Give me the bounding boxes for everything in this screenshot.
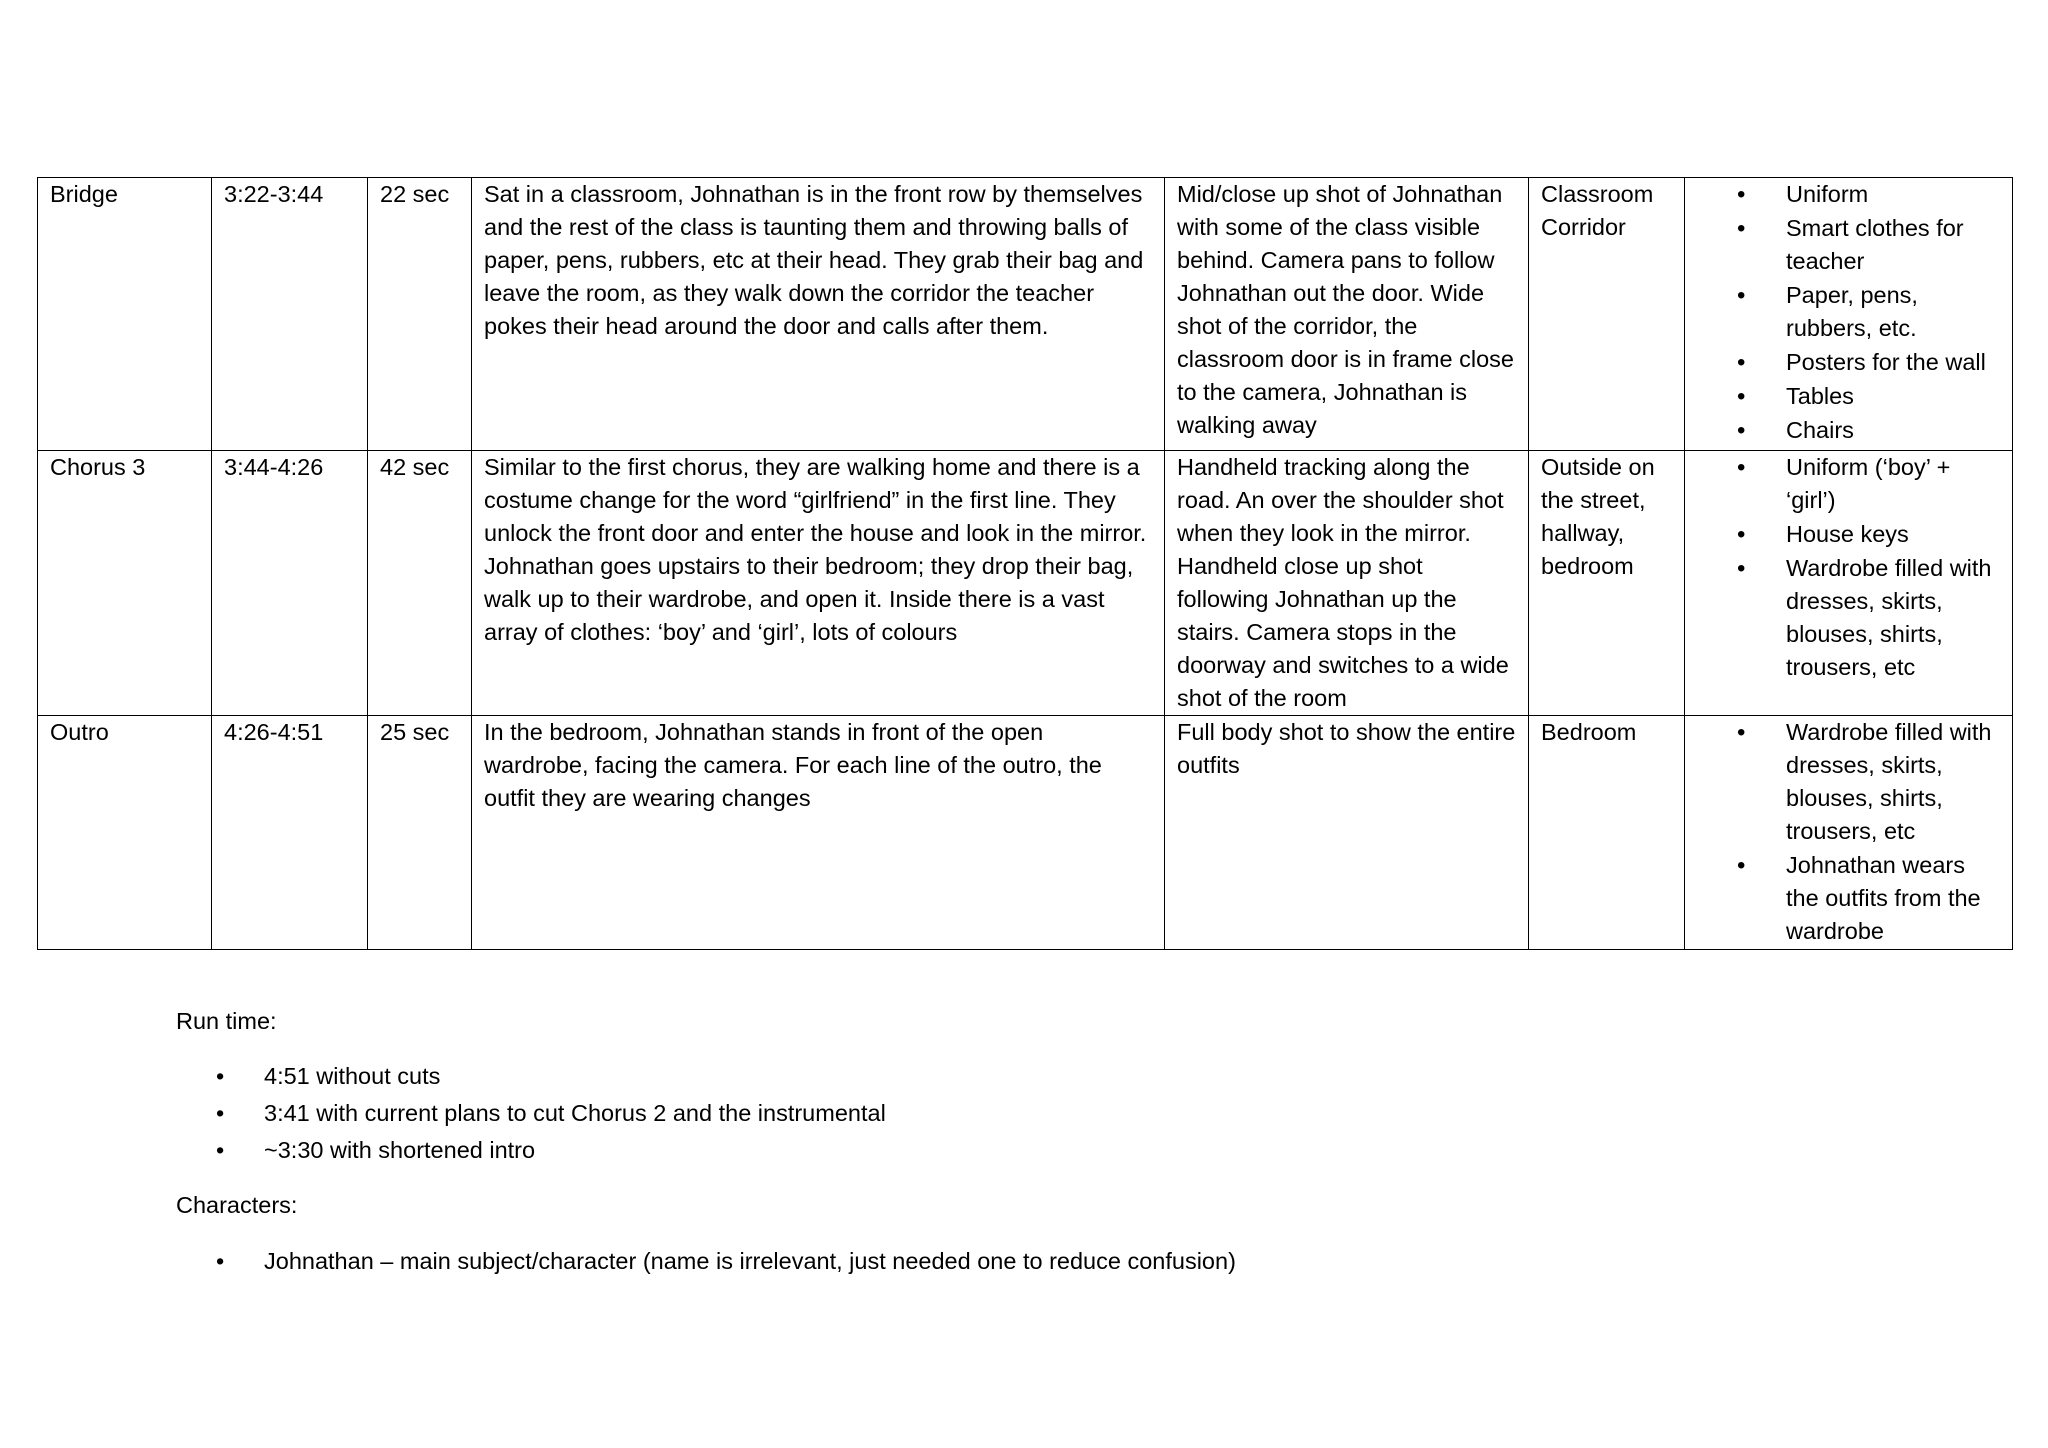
section-cell <box>38 178 212 451</box>
prop-item: • Tables <box>1786 380 2000 413</box>
description-cell <box>472 451 1165 716</box>
props-list <box>1697 451 2000 684</box>
location-cell <box>1529 451 1685 716</box>
prop-item: • Smart clothes for teacher <box>1786 212 2000 278</box>
scene-description: In the bedroom, Johnathan stands in front of the open wardrobe, facing the camera. For each line of the outro, the outfit they are wearing changes <box>484 719 1102 811</box>
prop-item: • Uniform (‘boy’ + ‘girl’) <box>1786 451 2000 517</box>
props-list <box>1697 178 2000 447</box>
runtime-heading: Run time: <box>176 1008 277 1034</box>
timestamps-cell <box>212 451 368 716</box>
duration: 42 sec <box>380 454 450 480</box>
scene-description: Similar to the first chorus, they are walking home and there is a costume change for the word “girlfriend” in the first line. They unlock the front door and enter the house and look in the mirror. Johnathan goes upstairs to their bedroom; they drop their bag, walk up to their wardrobe, and open it. Inside there is a vast array of clothes: ‘boy’ and ‘girl’, lots of colours <box>484 454 1147 645</box>
section-name: Chorus 3 <box>50 454 146 480</box>
characters-section <box>176 1243 1776 1280</box>
timestamps-cell <box>212 716 368 950</box>
character-item: • Johnathan – main subject/character (name is irrelevant, just needed one to reduce confusion) <box>264 1243 1776 1279</box>
description-cell <box>472 716 1165 950</box>
runtime-item: • ~3:30 with shortened intro <box>264 1132 1776 1168</box>
runtime-item: • 4:51 without cuts <box>264 1058 1776 1094</box>
prop-item: • Wardrobe filled with dresses, skirts, blouses, shirts, trousers, etc <box>1786 552 2000 684</box>
section-cell <box>38 451 212 716</box>
timestamps: 3:44-4:26 <box>224 454 324 480</box>
table-row <box>38 716 2013 950</box>
table-row <box>38 178 2013 451</box>
location: Outside on the street, hallway, bedroom <box>1541 454 1662 579</box>
section-name: Bridge <box>50 181 118 207</box>
shot-list-table <box>37 177 2013 950</box>
duration-cell <box>368 178 472 451</box>
characters-list <box>176 1243 1776 1279</box>
section-name: Outro <box>50 719 109 745</box>
prop-item: • Wardrobe filled with dresses, skirts, blouses, shirts, trousers, etc <box>1786 716 2000 848</box>
prop-item: • Uniform <box>1786 178 2000 211</box>
camera-notes: Handheld tracking along the road. An over the shoulder shot when they look in the mirror. Handheld close up shot following Johnathan up the stairs. Camera stops in the doorway and switches to a wide shot of the room <box>1177 454 1509 711</box>
runtime-item: • 3:41 with current plans to cut Chorus 2 and the instrumental <box>264 1095 1776 1131</box>
props-list <box>1697 716 2000 948</box>
runtime-list <box>176 1058 1776 1168</box>
camera-cell <box>1165 716 1529 950</box>
description-cell <box>472 178 1165 451</box>
location-cell <box>1529 178 1685 451</box>
location: Classroom Corridor <box>1541 181 1654 240</box>
prop-item: • Paper, pens, rubbers, etc. <box>1786 279 2000 345</box>
timestamps-cell <box>212 178 368 451</box>
duration: 25 sec <box>380 719 450 745</box>
location: Bedroom <box>1541 719 1637 745</box>
camera-notes: Mid/close up shot of Johnathan with some of the class visible behind. Camera pans to follow Johnathan out the door. Wide shot of the corridor, the classroom door is in frame close to the camera, Johnathan is walking away <box>1177 181 1514 438</box>
timestamps: 4:26-4:51 <box>224 719 324 745</box>
location-cell <box>1529 716 1685 950</box>
duration: 22 sec <box>380 181 450 207</box>
duration-cell <box>368 716 472 950</box>
prop-item: • House keys <box>1786 518 2000 551</box>
timestamps: 3:22-3:44 <box>224 181 324 207</box>
props-cell <box>1685 716 2013 950</box>
duration-cell <box>368 451 472 716</box>
prop-item: • Chairs <box>1786 414 2000 447</box>
props-cell <box>1685 178 2013 451</box>
runtime-section <box>176 1058 1776 1169</box>
props-cell <box>1685 451 2013 716</box>
prop-item: • Posters for the wall <box>1786 346 2000 379</box>
characters-heading: Characters: <box>176 1192 298 1218</box>
scene-description: Sat in a classroom, Johnathan is in the front row by themselves and the rest of the class is taunting them and throwing balls of paper, pens, rubbers, etc at their head. They grab their bag and leave the room, as they walk down the corridor the teacher pokes their head around the door and calls after them. <box>484 181 1144 339</box>
camera-cell <box>1165 178 1529 451</box>
camera-notes: Full body shot to show the entire outfits <box>1177 719 1516 778</box>
camera-cell <box>1165 451 1529 716</box>
table-row <box>38 451 2013 716</box>
prop-item: • Johnathan wears the outfits from the wardrobe <box>1786 849 2000 948</box>
section-cell <box>38 716 212 950</box>
